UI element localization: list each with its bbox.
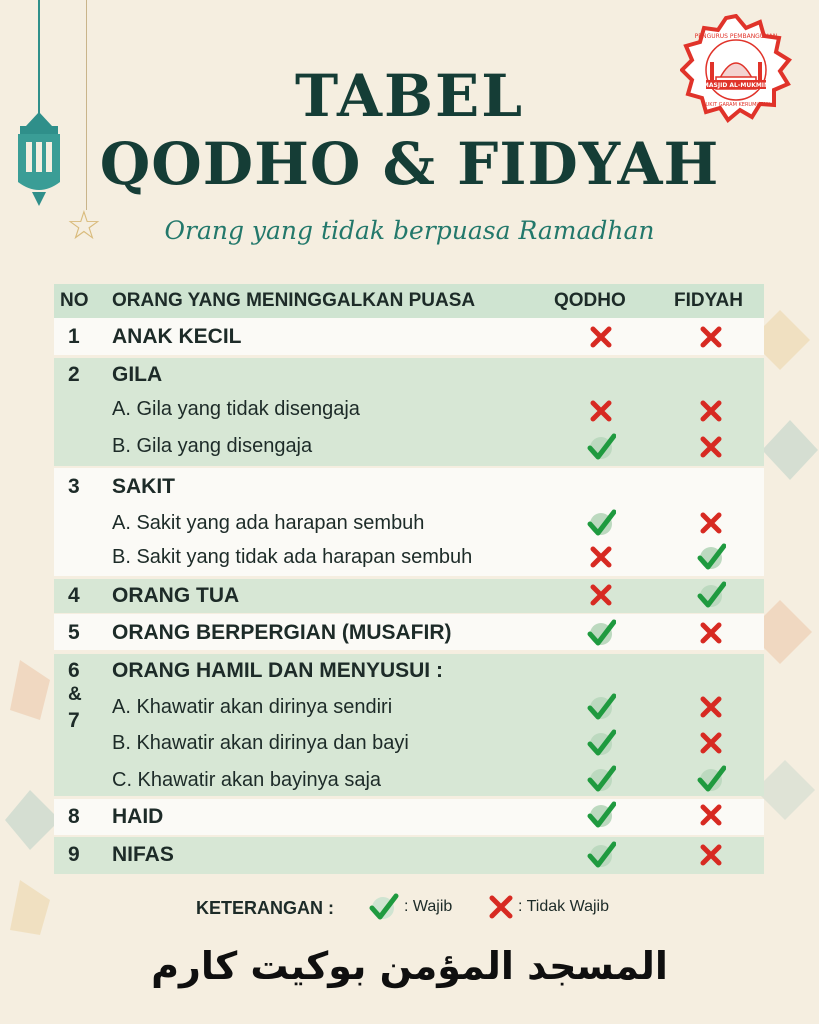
cross-icon bbox=[696, 508, 726, 538]
check-icon bbox=[586, 800, 616, 830]
row-sublabel: B. Sakit yang tidak ada harapan sembuh bbox=[112, 546, 473, 568]
row-sublabel: A. Khawatir akan dirinya sendiri bbox=[112, 696, 393, 718]
star-icon: ☆ bbox=[66, 203, 102, 249]
row-label: GILA bbox=[112, 363, 163, 386]
arabic-footer: المسجد المؤمن بوكيت كارم bbox=[151, 944, 668, 988]
cross-icon bbox=[586, 580, 616, 610]
cross-icon bbox=[696, 396, 726, 426]
row-label: ORANG BERPERGIAN (MUSAFIR) bbox=[112, 621, 452, 644]
header-orang: ORANG YANG MENINGGALKAN PUASA bbox=[112, 290, 476, 311]
check-icon bbox=[586, 618, 616, 648]
row-number: 1 bbox=[68, 325, 80, 348]
header-qodho: QODHO bbox=[554, 290, 626, 311]
header-fidyah: FIDYAH bbox=[674, 290, 743, 311]
row-number: 5 bbox=[68, 621, 80, 644]
qodho-fidyah-table bbox=[54, 284, 764, 876]
check-icon bbox=[586, 840, 616, 870]
logo-bottom-text: BUKIT GARAM KERUMUTAN bbox=[702, 102, 770, 108]
row-sublabel: A. Sakit yang ada harapan sembuh bbox=[112, 512, 425, 534]
row-sublabel: C. Khawatir akan bayinya saja bbox=[112, 769, 382, 791]
row-number: 9 bbox=[68, 843, 80, 866]
cross-icon bbox=[696, 322, 726, 352]
row-label: ORANG HAMIL DAN MENYUSUI : bbox=[112, 659, 443, 682]
check-icon bbox=[696, 542, 726, 572]
check-icon bbox=[586, 432, 616, 462]
row-number-second: 7 bbox=[68, 709, 80, 732]
cross-icon bbox=[696, 618, 726, 648]
cross-icon bbox=[696, 728, 726, 758]
row-number: 8 bbox=[68, 805, 80, 828]
row-number: 6 bbox=[68, 659, 80, 682]
row-label: HAID bbox=[112, 805, 164, 828]
cross-icon bbox=[696, 800, 726, 830]
logo-top-text: PENGURUS PEMBANGUNAN bbox=[694, 33, 778, 40]
row-number: 4 bbox=[68, 584, 80, 607]
check-icon bbox=[366, 892, 400, 922]
check-icon bbox=[586, 728, 616, 758]
row-label: SAKIT bbox=[112, 475, 175, 498]
legend-tidak-wajib: : Tidak Wajib bbox=[518, 898, 609, 915]
row-label: ORANG TUA bbox=[112, 584, 240, 607]
row-sublabel: B. Gila yang disengaja bbox=[112, 435, 313, 457]
row-label: NIFAS bbox=[112, 843, 174, 866]
cross-icon bbox=[696, 840, 726, 870]
subtitle: Orang yang tidak berpuasa Ramadhan bbox=[164, 216, 655, 245]
row-number: 2 bbox=[68, 363, 80, 386]
legend-wajib: : Wajib bbox=[404, 898, 453, 915]
table-header bbox=[54, 284, 764, 318]
header-no: NO bbox=[60, 290, 89, 311]
cross-icon bbox=[696, 432, 726, 462]
check-icon bbox=[586, 508, 616, 538]
row-sublabel: B. Khawatir akan dirinya dan bayi bbox=[112, 732, 409, 754]
cross-icon bbox=[586, 322, 616, 352]
row-label: ANAK KECIL bbox=[112, 325, 242, 348]
legend-title: KETERANGAN : bbox=[196, 898, 334, 918]
title-line-1: TABEL bbox=[294, 62, 524, 130]
check-icon bbox=[696, 580, 726, 610]
cross-icon bbox=[586, 396, 616, 426]
cross-icon bbox=[486, 892, 516, 922]
row-number: 3 bbox=[68, 475, 80, 498]
check-icon bbox=[586, 692, 616, 722]
row-number-ampersand: & bbox=[68, 684, 82, 705]
check-icon bbox=[696, 764, 726, 794]
row-sublabel: A. Gila yang tidak disengaja bbox=[112, 398, 360, 420]
check-icon bbox=[586, 764, 616, 794]
logo-name: MASJID AL-MUKMIN bbox=[702, 82, 770, 89]
title-line-2: QODHO & FIDYAH bbox=[99, 130, 720, 198]
cross-icon bbox=[696, 692, 726, 722]
cross-icon bbox=[586, 542, 616, 572]
